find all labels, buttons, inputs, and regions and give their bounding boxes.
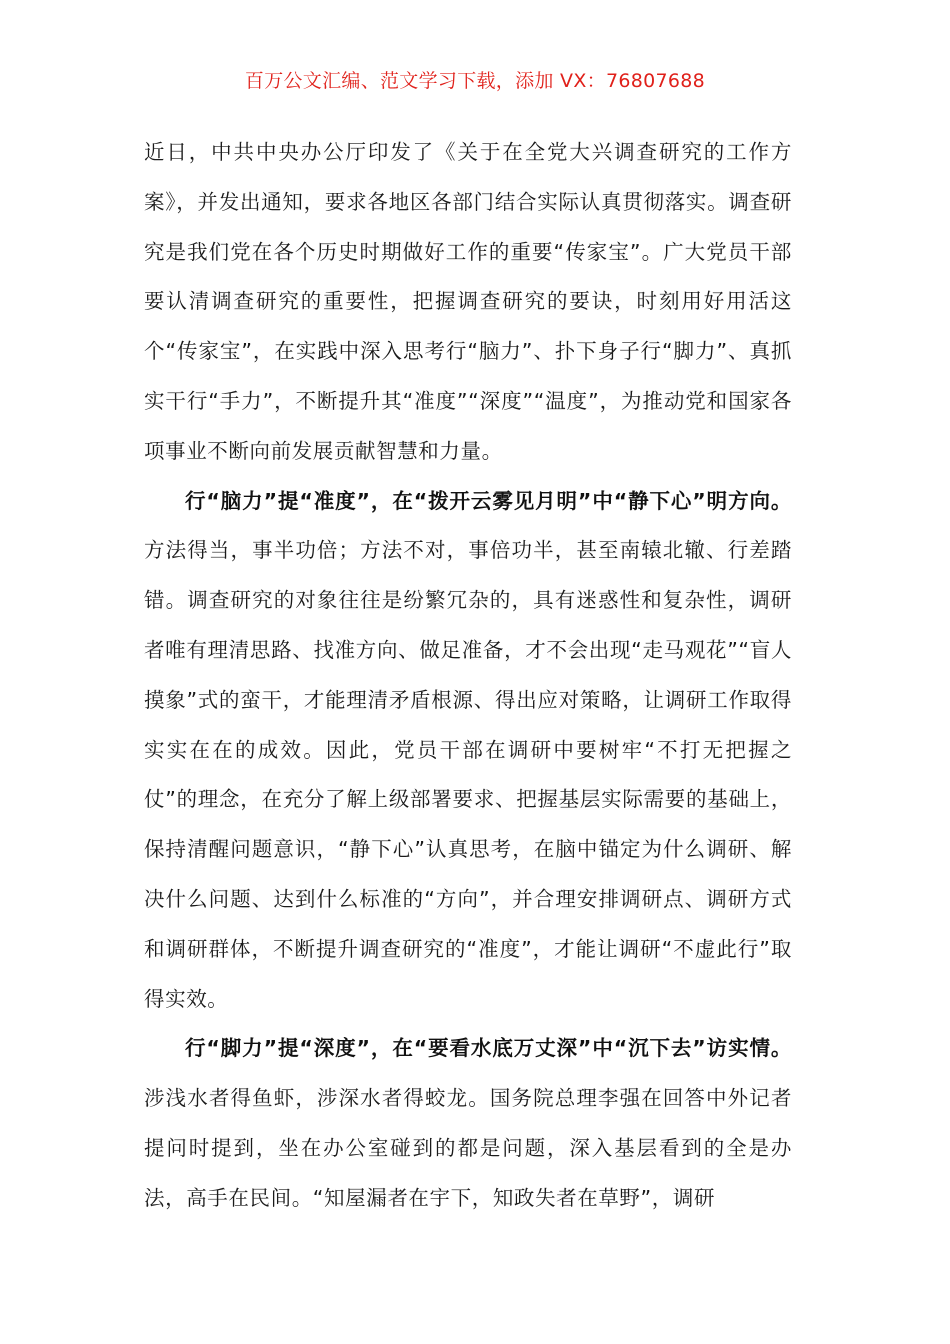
paragraph-footwork-heading: 行“脚力”提“深度”，在“要看水底万丈深”中“沉下去”访实情。 [185,1036,792,1061]
paragraph-footwork-text: 涉浅水者得鱼虾，涉深水者得蛟龙。国务院总理李强在回答中外记者提问时提到，坐在办公室碰到的都是问题，深入基层看到的全是办法，高手在民间。“知屋漏者在宇下，知政失者在草野”，调研 [144,1086,792,1210]
paragraph-brainpower-heading: 行“脑力”提“准度”，在“拨开云雾见月明”中“静下心”明方向。 [185,488,792,513]
paragraph-intro [144,128,792,477]
paragraph-footwork [144,1024,792,1223]
paragraph-brainpower-text: 方法得当，事半功倍；方法不对，事倍功半，甚至南辕北辙、行差踏错。调查研究的对象往往是纷繁冗杂的，具有迷惑性和复杂性，调研者唯有理清思路、找准方向、做足准备，才不会出现“走马观花”“盲人摸象”式的蛮干，才能理清矛盾根源、得出应对策略，让调研工作取得实实在在的成效。因此，党员干部在调研中要树牢“不打无把握之仗”的理念，在充分了解上级部署要求、把握基层实际需要的基础上，保持清醒问题意识，“静下心”认真思考，在脑中锚定为什么调研、解决什么问题、达到什么标准的“方向”，并合理安排调研点、调研方式和调研群体，不断提升调查研究的“准度”，才能让调研“不虚此行”取得实效。 [144,538,792,1011]
watermark-header: 百万公文汇编、范文学习下载，添加 VX：76807688 [244,70,706,92]
paragraph-brainpower [144,477,792,1025]
paragraph-intro-text: 近日，中共中央办公厅印发了《关于在全党大兴调查研究的工作方案》，并发出通知，要求各地区各部门结合实际认真贯彻落实。调查研究是我们党在各个历史时期做好工作的重要“传家宝”。广大党员干部要认清调查研究的重要性，把握调查研究的要诀，时刻用好用活这个“传家宝”，在实践中深入思考行“脑力”、扑下身子行“脚力”、真抓实干行“手力”，不断提升其“准度”“深度”“温度”，为推动党和国家各项事业不断向前发展贡献智慧和力量。 [144,140,792,463]
document-body [144,128,792,1224]
